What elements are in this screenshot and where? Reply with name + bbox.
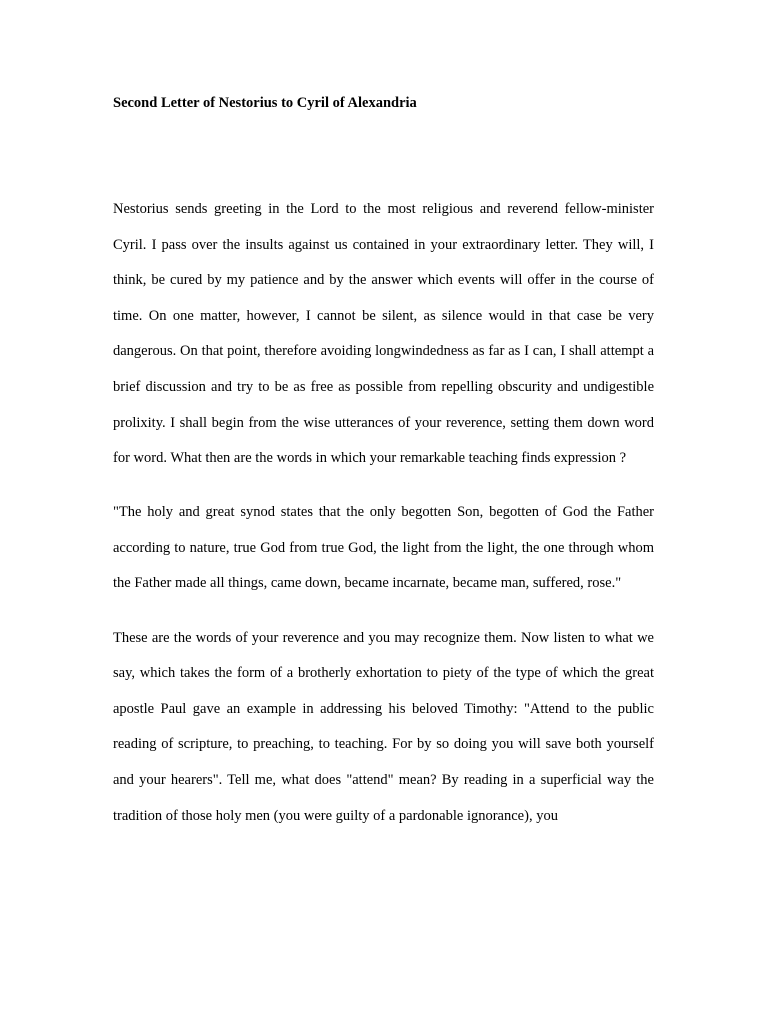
paragraph-2: "The holy and great synod states that the only begotten Son, begotten of God the Father according to nature, true God from true God, the light from the light, the one through whom the Father made all things, came down, became incarnate, became man, suffered, rose." [113, 504, 654, 592]
paragraph-1: Nestorius sends greeting in the Lord to the most religious and reverend fellow-minister Cyril. I pass over the insults against us contained in your extraordinary letter. They will, I think, be cured by my patience and by the answer which events will offer in the course of time. On one matter, however, I cannot be silent, as silence would in that case be very dangerous. On that point, therefore avoiding longwindedness as far as I can, I shall attempt a brief discussion and try to be as free as possible from repelling obscurity and undigestible prolixity. I shall begin from the wise utterances of your reverence, setting them down word for word. What then are the words in which your remarkable teaching finds expression ? [113, 201, 654, 467]
document-title: Second Letter of Nestorius to Cyril of Alexandria [113, 95, 417, 111]
document-body [113, 192, 654, 853]
paragraph-3: These are the words of your reverence and you may recognize them. Now listen to what we say, which takes the form of a brotherly exhortation to piety of the type of which the great apostle Paul gave an example in addressing his beloved Timothy: "Attend to the public reading of scripture, to preaching, to teaching. For by so doing you will save both yourself and your hearers". Tell me, what does "attend" mean? By reading in a superficial way the tradition of those holy men (you were guilty of a pardonable ignorance), you [113, 629, 654, 824]
